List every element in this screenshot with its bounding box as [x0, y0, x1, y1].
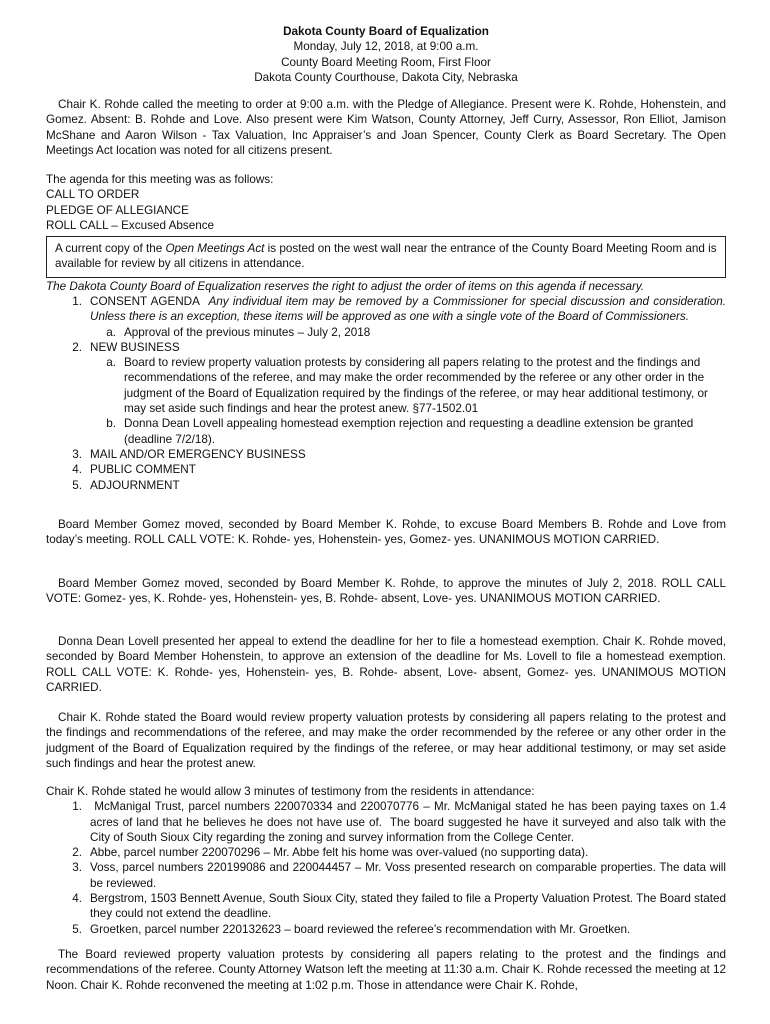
testimony-item: [46, 891, 726, 922]
list-number: 1.: [72, 800, 82, 814]
meeting-room: County Board Meeting Room, First Floor: [281, 55, 491, 69]
list-number: 5.: [72, 922, 82, 936]
agenda-call-to-order: CALL TO ORDER: [46, 188, 140, 202]
list-letter: a.: [106, 356, 116, 370]
list-number: 2.: [72, 340, 82, 354]
testimony-bergstrom: Bergstrom, 1503 Bennett Avenue, South Sioux City, stated they failed to file a Property Valuation Protest. The Board stated they could not extend the deadline.: [90, 892, 726, 921]
agenda-item-mail: [46, 447, 726, 462]
adjournment-title: ADJOURNMENT: [90, 478, 180, 492]
agenda-pledge: PLEDGE OF ALLEGIANCE: [46, 203, 189, 217]
meeting-place: Dakota County Courthouse, Dakota City, Nebraska: [254, 70, 518, 84]
reserve-note: The Dakota County Board of Equalization reserves the right to adjust the order of items on this agenda if necessary.: [46, 280, 645, 293]
list-number: 1.: [72, 295, 82, 308]
open-meetings-notice-box: [46, 236, 726, 278]
list-number: 4.: [72, 892, 82, 906]
testimony-abbe: Abbe, parcel number 220070296 – Mr. Abbe felt his home was over-valued (no supporting data).: [90, 846, 589, 860]
homestead-appeal-item: Donna Dean Lovell appealing homestead exemption rejection and requesting a deadline extension be granted (deadline 7/2/18).: [124, 417, 694, 446]
document-title: Dakota County Board of Equalization: [283, 25, 489, 38]
minutes-paragraph-approve: Board Member Gomez moved, seconded by Board Member K. Rohde, to approve the minutes of July 2, 2018. ROLL CALL VOTE: Gomez- yes, K. Rohde- yes, Hohenstein- yes, B. Rohde- absent, Love- yes. UNANIMOUS MOTION CARRIED.: [46, 577, 726, 606]
testimony-voss: Voss, parcel numbers 220199086 and 220044457 – Mr. Voss presented research on comparable properties. The data will be reviewed.: [90, 861, 726, 890]
minutes-paragraph-protests: Chair K. Rohde stated the Board would review property valuation protests by considering all papers relating to the protest and the findings and recommendations of the referee, and may make the order recommended by the referee or any other order in the judgment of the Board of Equalization required by the findings of the referee, or may hear additional testimony, or may set aside such findings and hear the protest anew.: [46, 711, 726, 770]
minutes-paragraph-review: The Board reviewed property valuation protests by considering all papers relating to the protest and the findings and recommendations of the referee. County Attorney Watson left the meeting at 11:30 a.m. Chair K. Rohde recessed the meeting at 12 Noon. Chair K. Rohde reconvened the meeting at 1:02 p.m. Those in attendance were Chair K. Rohde,: [46, 948, 726, 992]
agenda-item-public-comment: [46, 462, 726, 477]
notice-text-end: is posted on the west wall near the entrance of the County Board Meeting Room and is available for review by all citizens in attendance.: [55, 242, 717, 271]
agenda-roll-call: ROLL CALL – Excused Absence: [46, 218, 215, 232]
agenda-item-consent: [46, 294, 726, 325]
agenda-list: [46, 294, 726, 493]
intro-paragraph: Chair K. Rohde called the meeting to order at 9:00 a.m. with the Pledge of Allegiance. Present were K. Rohde, Hohenstein, and Gomez. Absent: B. Rohde and Love. Also present were Kim Watson, County Attorney, Jeff Curry, Assessor, Ron Elliot, Jamison McShane and Aaron Wilson - Tax Valuation, Inc Appraiser’s and Joan Spencer, County Clerk as Board Secretary. The Open Meetings Act location was noted for all citizens present.: [46, 98, 726, 157]
agenda-subitem: [46, 355, 726, 416]
agenda-item-new-business: [46, 340, 726, 355]
minutes-paragraph-excuse: Board Member Gomez moved, seconded by Board Member K. Rohde, to excuse Board Members B. Rohde and Love from today’s meeting. ROLL CALL VOTE: K. Rohde- yes, Hohenstein- yes, Gomez- yes. UNANIMOUS MOTION CARRIED.: [46, 518, 726, 547]
meeting-date: Monday, July 12, 2018, at 9:00 a.m.: [293, 40, 479, 54]
valuation-protests-item: Board to review property valuation protests by considering all papers relating to the protest and the findings and recommendations of the referee, and may make the order recommended by the referee or any other order in the judgment of the Board of Equalization required by the findings of the referee, or may hear additional testimony, or may set aside such findings and hear the protest anew. §77-1502.01: [124, 356, 708, 416]
testimony-mcmanigal: McManigal Trust, parcel numbers 220070334 and 220070776 – Mr. McManigal stated he has been paying taxes on 1.4 acres of land that he believes he does not have use of. The board suggested he have it surveyed and also talk with the City of South Sioux City regarding the zoning and survey information from the College Center.: [90, 800, 730, 844]
list-number: 2.: [72, 846, 82, 860]
list-item: [90, 294, 726, 325]
list-letter: b.: [106, 417, 116, 431]
mail-business-title: MAIL AND/OR EMERGENCY BUSINESS: [90, 447, 306, 461]
list-number: 5.: [72, 478, 82, 492]
list-number: 4.: [72, 463, 82, 477]
notice-act-name: Open Meetings Act: [165, 242, 265, 255]
new-business-title: NEW BUSINESS: [90, 340, 180, 354]
agenda-intro: [46, 172, 726, 233]
agenda-subitem: [46, 416, 726, 447]
agenda-intro-line: The agenda for this meeting was as follows:: [46, 173, 274, 186]
consent-agenda-title: CONSENT AGENDA: [90, 295, 200, 308]
list-letter: a.: [106, 325, 116, 339]
approval-minutes-item: Approval of the previous minutes – July 2, 2018: [124, 325, 371, 339]
agenda-subitem: [46, 325, 726, 340]
public-comment-title: PUBLIC COMMENT: [90, 463, 196, 477]
testimony-item: [46, 845, 726, 860]
testimony-section: [46, 784, 730, 937]
consent-agenda-note: Any individual item may be removed by a Commissioner for special discussion and consideration. Unless there is an exception, these items will be approved as one with a single vote of the Board of Commissioners.: [90, 295, 726, 324]
testimony-intro: Chair K. Rohde stated he would allow 3 minutes of testimony from the residents in attendance:: [46, 785, 535, 798]
testimony-item: [46, 799, 730, 845]
notice-text-start: A current copy of the: [55, 242, 166, 255]
document-header: [46, 24, 726, 85]
list-number: 3.: [72, 861, 82, 875]
list-number: 3.: [72, 447, 82, 461]
testimony-groetken: Groetken, parcel number 220132623 – board reviewed the referee’s recommendation with Mr. Groetken.: [90, 922, 631, 936]
agenda-item-adjournment: [46, 478, 726, 493]
testimony-item: [46, 860, 726, 891]
minutes-paragraph-lovell: Donna Dean Lovell presented her appeal to extend the deadline for her to file a homestead exemption. Chair K. Rohde moved, seconded by Board Member Hohenstein, to approve an extension of the deadline for Ms. Lovell to file a homestead exemption. ROLL CALL VOTE: K. Rohde- yes, Hohenstein- yes, B. Rohde- absent, Love- absent, Gomez- yes. UNANIMOUS MOTION CARRIED.: [46, 635, 726, 694]
testimony-item: [46, 922, 726, 937]
